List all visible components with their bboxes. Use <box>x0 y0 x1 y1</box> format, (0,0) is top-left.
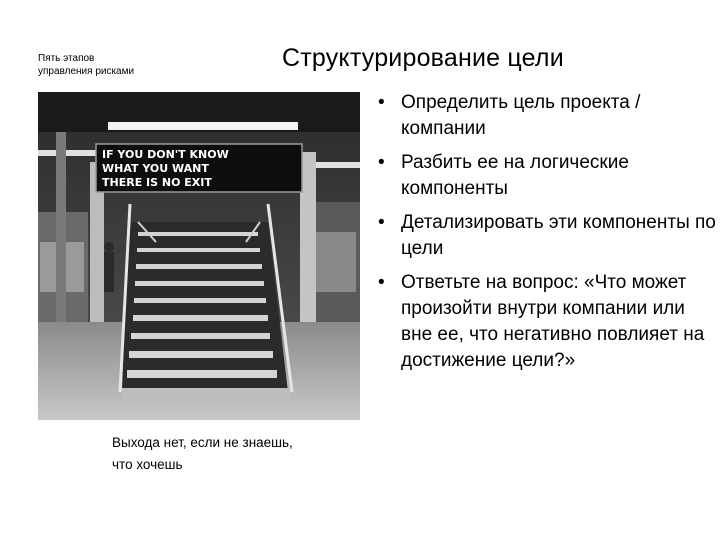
sign-line-2: WHAT YOU WANT <box>102 162 209 175</box>
bullet-item-3: • Детализировать эти компоненты по цели <box>376 210 716 262</box>
photo-illustration <box>38 92 360 420</box>
sign-line-3: THERE IS NO EXIT <box>102 176 212 189</box>
subway-stairs-photo <box>38 92 360 420</box>
bullet-list <box>376 90 716 382</box>
section-label-line1: Пять этапов <box>38 53 95 64</box>
section-label-line2: управления рисками <box>38 66 135 77</box>
bullet-item-4: • Ответьте на вопрос: «Что может произойти внутри компании или вне ее, что негативно повлияет на достижение цели?» <box>376 270 716 374</box>
photo-caption: Выхода нет, если не знаешь, что хочешь <box>112 435 293 472</box>
section-label <box>38 52 178 78</box>
bullet-item-1: • Определить цель проекта / компании <box>376 90 716 142</box>
sign-line-1: IF YOU DON'T KNOW <box>102 148 229 161</box>
slide-title: Структурирование цели <box>282 44 564 72</box>
bullet-item-2: • Разбить ее на логические компоненты <box>376 150 716 202</box>
